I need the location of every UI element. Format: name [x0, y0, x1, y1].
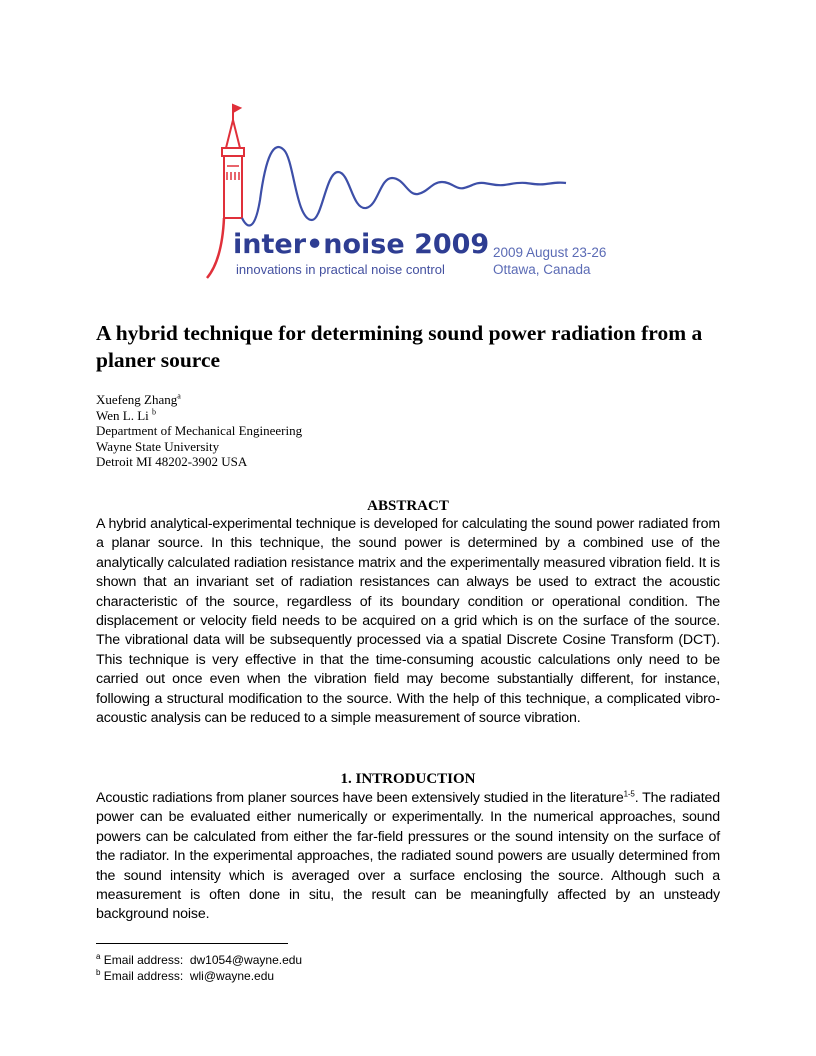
- email-link-a[interactable]: dw1054@wayne.edu: [189, 953, 303, 967]
- abstract-heading: ABSTRACT: [367, 498, 449, 514]
- logo-title: inter•noise 2009: [233, 229, 490, 260]
- affiliation-address: Detroit MI 48202-3902 USA: [96, 454, 248, 469]
- paper-title: A hybrid technique for determining sound power radiation from a planer source: [96, 321, 703, 372]
- affiliation-university: Wayne State University: [96, 438, 220, 454]
- conference-place: Ottawa, Canada: [493, 262, 591, 277]
- footnote-rule: [96, 943, 288, 944]
- author-block: [96, 392, 302, 470]
- email-link-b[interactable]: wli@wayne.edu: [189, 969, 275, 983]
- introduction-text: Acoustic radiations from planer sources have been extensively studied in the literature$^{1-5}$. The radiated power can be evaluated either numerically or experimentally. In the numerical approaches, sound powers can be calculated from either the far-field pressures or the sound intensity on the surface of the radiator. In the experimental approaches, the radiated sound powers are usually determined from the sound intensity which is averaged over a surface enclosing the source. Although such a measurement is often done in situ, the result can be meaningfully affected by an unsteady background noise.: [96, 789, 721, 923]
- author-2: Wen L. Li $^b$: [96, 407, 156, 423]
- reference-marker: 1-5: [623, 789, 635, 799]
- sound-wave-icon: [242, 147, 566, 225]
- author-1: Xuefeng Zhang$^a$: [96, 391, 181, 407]
- footnote-a: $^a$ Email address: dw1054@wayne.edu: [96, 952, 303, 967]
- introduction-heading: 1. INTRODUCTION: [340, 771, 476, 787]
- affiliation-department: Department of Mechanical Engineering: [96, 423, 303, 438]
- abstract-text: A hybrid analytical-experimental technique is developed for calculating the sound power radiated from a planar source. In this technique, the sound power is determined by a combined use of the analytically calculated radiation resistance matrix and the experimentally measured vibration field. It is shown that an invariant set of radiation resistances can always be used to extract the acoustic characteristic of the source, regardless of its boundary condition or operational condition. The displacement or velocity field needs to be acquired on a grid which is on the surface of the source. The vibrational data will be subsequently processed via a spatial Discrete Cosine Transform (DCT). This technique is very effective in that the time-consuming acoustic calculations only need to be carried out once even when the vibration field may become substantially different, for instance, following a structural modification to the source. With the help of this technique, a complicated vibro-acoustic analysis can be reduced to a simple measurement of source vibration.: [96, 516, 720, 727]
- conference-date: 2009 August 23-26: [493, 245, 607, 260]
- footnote-b: $^b$ Email address: wli@wayne.edu: [96, 968, 275, 983]
- logo-tagline: innovations in practical noise control: [236, 262, 445, 277]
